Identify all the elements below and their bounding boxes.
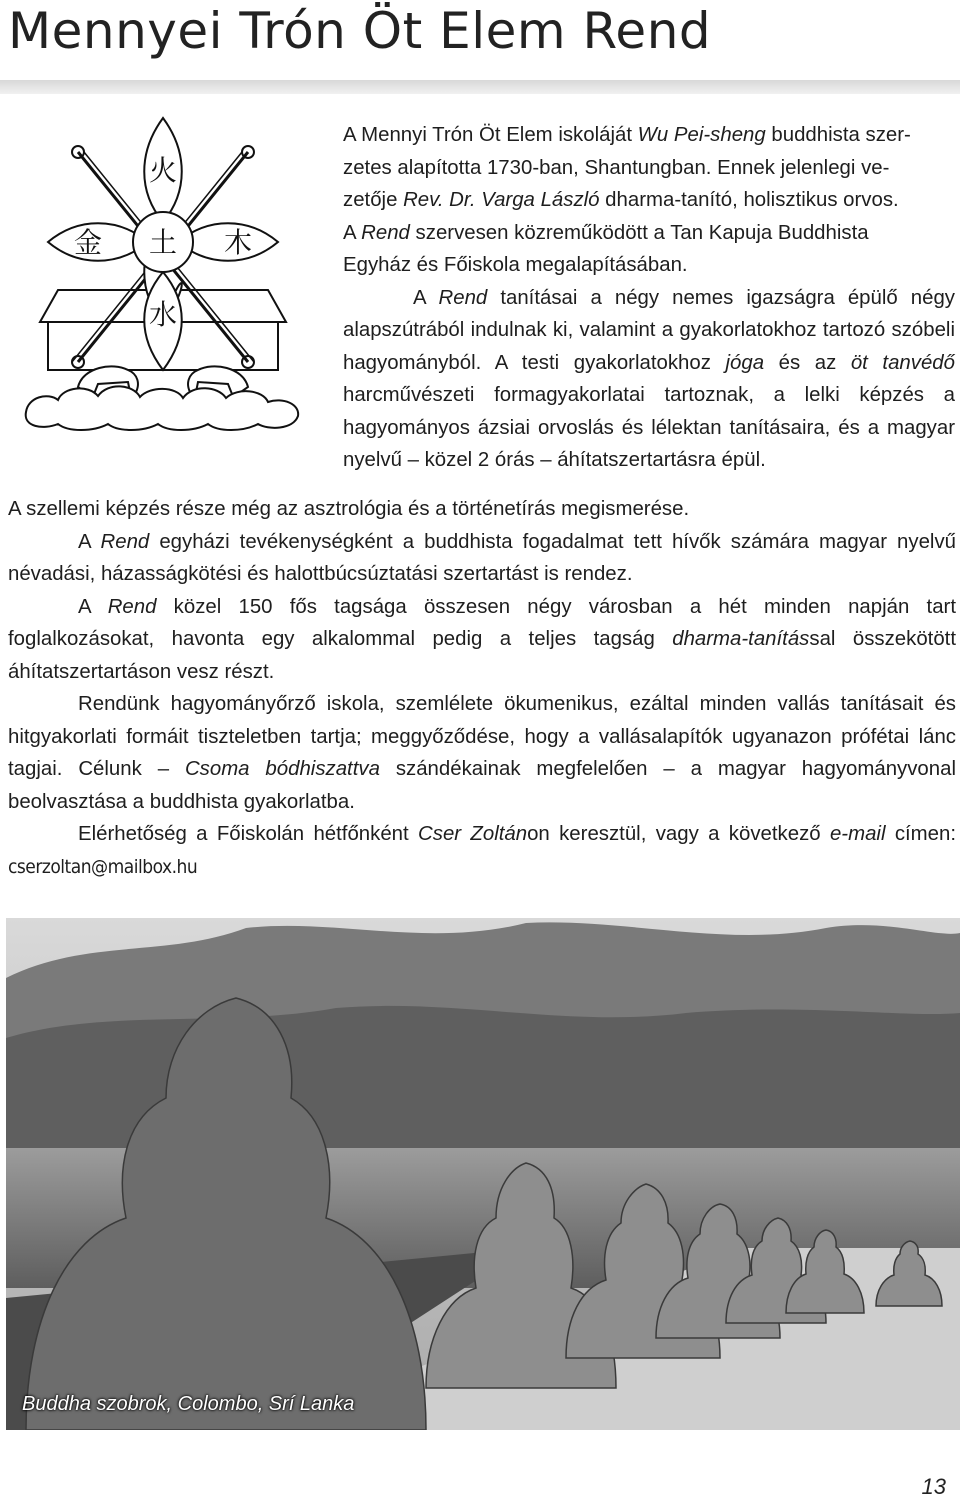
email-link[interactable]: cserzoltan@mailbox.hu [8,855,198,878]
paragraph-teachings: A Rend tanításai a négy nemes igazságra épülő négy alapszútrából indulnak ki, valamint a gyakorlatokhoz tartozó szóbeli hagyományból. A testi gyakorlatokhoz jóga és az öt tanvédő harcművészeti formagyakorlatai tartoznak, a lelki képzés a hagyományos ázsiai orvoslás és lélektan tanításaira, és a magyar nyelvű – közel 2 órás – áhítatszertartásra épül. [343,286,955,471]
page-title: Mennyei Trón Öt Elem Rend [8,2,712,60]
emblem-char-fire: 火 [148,154,178,187]
paragraph-ceremonies: A Rend egyházi tevékenységként a buddhista fogadalmat tett hívők számára magyar nyelvű névadási, házasságkötési és halottbúcsúztatási szertartást is rendez. [8,530,956,585]
text-line: Egyház és Főiskola megalapításában. [343,254,688,276]
intro-text [343,119,955,477]
page-number: 13 [921,1474,946,1499]
five-elements-emblem-icon [18,112,308,432]
paragraph-ecumenism: Rendünk hagyományőrző iskola, szemlélete ökumenikus, ezáltal minden vallás tanításait és hitgyakorlati formáit tiszteletben tartja; meggyőződése, hogy a vallásalapítók ugyanazon prófétai lánc tagjai. Célunk – Csoma bódhiszattva szándékainak megfelelően – a magyar hagyományvonal beolvasztása a buddhista gyakorlatba. [8,693,956,813]
body-text [8,493,956,883]
title-rule [0,80,960,94]
text-line: A Rend szervesen közreműködött a Tan Kapuja Buddhista [343,221,869,244]
text-line: A Mennyi Trón Öt Elem iskoláját Wu Pei-sheng buddhista szer- [343,124,911,146]
text-line: zetője Rev. Dr. Varga László dharma-tanító, holisztikus orvos. [343,189,899,211]
emblem-char-earth: 土 [148,226,178,259]
photo-caption: Buddha szobrok, Colombo, Srí Lanka [22,1393,355,1415]
paragraph-contact: Elérhetőség a Főiskolán hétfőnként Cser Zoltánon keresztül, vagy a következő e-mail címen: cserzoltan@mailbox.hu [8,823,957,878]
emblem-char-metal: 金 [73,226,103,259]
text-line: zetes alapította 1730-ban, Shantungban. Ennek jelenlegi ve- [343,156,890,179]
paragraph-history [343,119,955,282]
emblem-char-water: 水 [148,298,178,331]
paragraph-teachings-cont: A szellemi képzés része még az asztrológia és a történetírás megismerése. [8,498,690,520]
emblem-char-wood: 木 [223,226,253,259]
buddha-statues-photo [6,918,960,1430]
paragraph-membership: A Rend közel 150 fős tagsága összesen négy városban a hét minden napján tart foglalkozásokat, havonta egy alkalommal pedig a teljes tagság dharma-tanítással összekötött áhítatszertartáson vesz részt. [8,595,957,683]
